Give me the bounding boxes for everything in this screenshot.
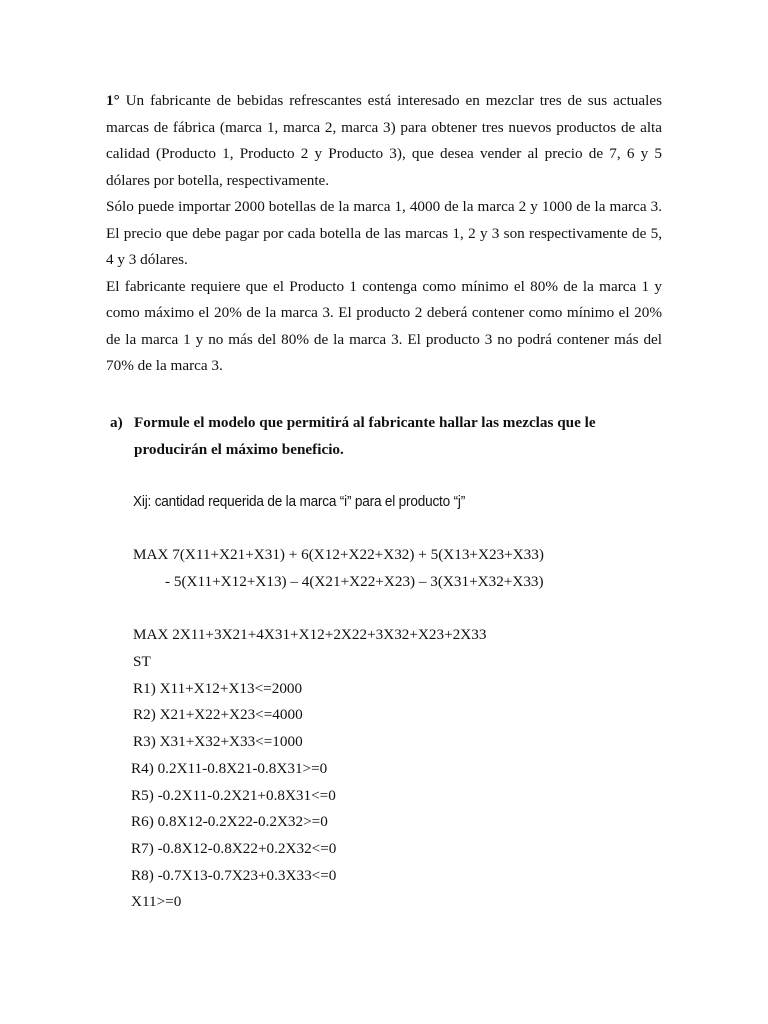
subject-to-label: ST	[133, 653, 151, 670]
problem-paragraph-1	[106, 88, 662, 194]
constraint-r5: R5) -0.2X11-0.2X21+0.8X31<=0	[131, 787, 336, 804]
constraint-r6: R6) 0.8X12-0.2X22-0.2X32>=0	[131, 813, 328, 830]
nonnegativity-constraint: X11>=0	[131, 893, 182, 910]
objective-line-1: MAX 7(X11+X21+X31) + 6(X12+X22+X32) + 5(X13+X23+X33)	[133, 546, 544, 563]
question-a	[110, 409, 666, 463]
constraint-r7: R7) -0.8X12-0.8X22+0.2X32<=0	[131, 840, 337, 857]
constraint-r2: R2) X21+X22+X23<=4000	[133, 706, 303, 723]
constraint-r3: R3) X31+X32+X33<=1000	[133, 733, 303, 750]
question-text: Formule el modelo que permitirá al fabricante hallar las mezclas que le producirán el máximo beneficio.	[134, 414, 596, 458]
constraint-r8: R8) -0.7X13-0.7X23+0.3X33<=0	[131, 867, 337, 884]
problem-text-1: Un fabricante de bebidas refrescantes está interesado en mezclar tres de sus actuales marcas de fábrica (marca 1, marca 2, marca 3) para obtener tres nuevos productos de alta calidad (Producto 1, Producto 2 y Producto 3), que desea vender al precio de 7, 6 y 5 dólares por botella, respectivamente.	[106, 92, 663, 189]
variable-definition: Xij: cantidad requerida de la marca “i” para el producto “j”	[133, 494, 466, 510]
problem-paragraph-3: El fabricante requiere que el Producto 1 contenga como mínimo el 80% de la marca 1 y como máximo el 20% de la marca 3. El producto 2 deberá contener como mínimo el 20% de la marca 1 y no más del 80% de la marca 3. El producto 3 no podrá contener más del 70% de la marca 3.	[106, 277, 662, 374]
problem-number: 1°	[106, 92, 120, 109]
question-label: a)	[110, 414, 123, 431]
objective-simplified: MAX 2X11+3X21+4X31+X12+2X22+3X32+X23+2X33	[133, 626, 487, 643]
objective-line-2: - 5(X11+X12+X13) – 4(X21+X22+X23) – 3(X31+X32+X33)	[165, 573, 544, 590]
constraint-r1: R1) X11+X12+X13<=2000	[133, 680, 303, 697]
constraint-r4: R4) 0.2X11-0.8X21-0.8X31>=0	[131, 760, 328, 777]
problem-paragraph-2: Sólo puede importar 2000 botellas de la marca 1, 4000 de la marca 2 y 1000 de la marca 3. El precio que debe pagar por cada botella de las marcas 1, 2 y 3 son respectivamente de 5, 4 y 3 dólares.	[106, 198, 662, 268]
problem-statement	[106, 88, 662, 380]
